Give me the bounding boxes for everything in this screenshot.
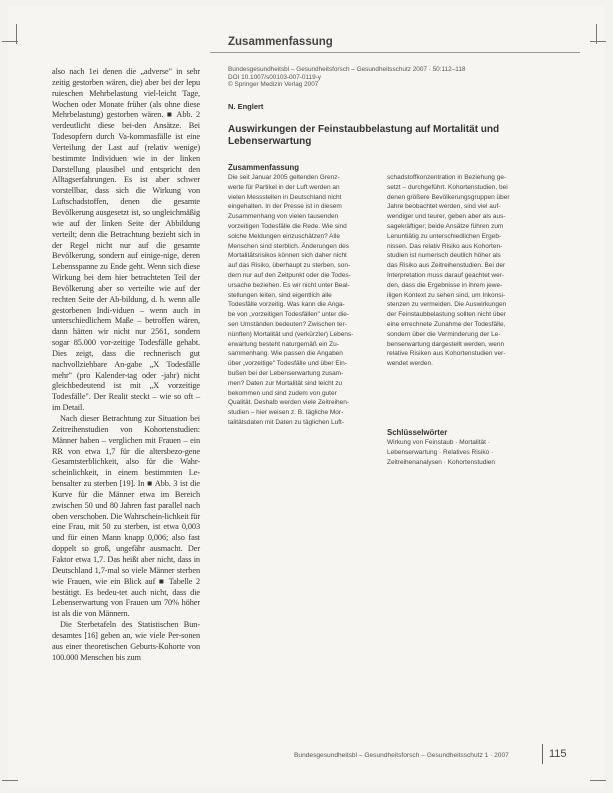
text-line: Lenuntiätig zu unterschiedlichen Ergeb- <box>387 232 502 240</box>
footer-separator <box>542 744 543 764</box>
text-line: Zeitreihenanalysen · Kohortenstudien <box>387 458 496 466</box>
author-name: N. Englert <box>228 102 264 111</box>
text-line: vielen Messstellen in Deutschland nicht <box>228 193 342 201</box>
text-line: Mortalitätsrisikos können sich daher nicht <box>228 252 347 260</box>
text-line: wendiger und teurer, geben aber als aus- <box>387 213 506 221</box>
section-title: Zusammenfassung <box>228 36 333 48</box>
text-line: studien – hier weisen z. B. tägliche Mor- <box>228 409 344 417</box>
text-line: solche Meldungen einzuschätzen? Alle <box>228 232 341 240</box>
left-column-body <box>52 67 200 663</box>
keywords-heading: Schlüsselwörter <box>387 428 448 437</box>
text-line: Menschen sind sterblich. Änderungen des <box>228 242 350 250</box>
abstract-column-2 <box>387 173 537 369</box>
text-line: eine errechnete Zunahme der Todesfälle, <box>387 320 506 328</box>
meta-line: DOI 10.1007/s00103-007-0119-y <box>228 73 321 81</box>
meta-line: Bundesgesundheitsbl – Gesundheitsforsch – Gesundheitsschutz 2007 · 50:112–118 <box>228 66 466 73</box>
text-line: stenzen zu vermeiden. Die Auswirkungen <box>387 301 507 309</box>
footer-journal-line: Bundesgesundheitsbl – Gesundheitsforsch – Gesundheitsschutz 1 · 2007 <box>294 752 509 759</box>
text-line: Zusammenhang von vielen tausenden <box>228 213 339 221</box>
citation-meta <box>228 66 548 89</box>
text-line: studien ist numerisch deutlich höher als <box>387 252 501 260</box>
text-line: den, dass die Ergebnisse in ihrem jewe- <box>387 281 503 289</box>
abstract-column-1 <box>228 173 378 428</box>
text-line: dern nur auf den Zeitpunkt oder die Todes- <box>228 271 351 279</box>
header-rule <box>210 52 580 53</box>
text-line: benserwartung dargestellt werden, wenn <box>387 340 505 348</box>
text-line: schadstoffkonzentration in Beziehung ge- <box>387 174 507 181</box>
body-paragraph: also nach 1ei denen die „adverse" in sehr zeitig gestorben wären, die) aber bei der lepu ruieschen Mehrbelastung viel-leicht Tage, Wochen oder Monate früher (als ohne diese Mehrbelastung) gestorben wären. ■ Abb. 2 verdeutlicht diese bei-den Ansätze. Bei Todesopfern durch Va-kommasfälle ist eine Verteilung der Last auf (relativ wenige) bestimmte Individuen wie in der linken Darstellung plausibel und entspricht den Alltagserfahrungen. Es ist aber schwer vorstellbar, dass sich die Wirkung von Luftschadstoffen, denen die gesamte Bevölkerung ausgesetzt ist, so ungleichmäßig wie auf der linken Seite der Abbildung verteilt; denn die Betrachtung bezieht sich in der Regel nicht nur auf die gesamte Bevölkerung, sondern auf einige-nige, deren Lebensspanne zu Ende geht. Wenn sich diese Wirkung bei dem hier betrachteten Teil der Bevölkerung aber so verteilte wie auf der rechten Seite der Ab-bildung, d. h. wenn alle gestorbenen Indi-viduen – wenn auch in unterschiedlichem Maße – betroffen wären, dann hätten wir nicht nur 2561, sondern sogar 85.000 vor-zeitige Todesfälle gehabt. Dies zeigt, dass die rechnerisch gut nachvollziehbare An-gabe „X Todesfälle mehr" (pro Kalender-tag oder -jahr) nicht gleichbedeutend ist mit „X vorzeitige Todesfälle". Der Realit steckt – wie so oft – im Detail. <box>52 67 200 413</box>
text-line: bußen bei der Lebenserwartung zusam- <box>228 369 344 377</box>
article-title: Auswirkungen der Feinstaubbelastung auf Mortalität und Lebenserwartung <box>228 124 500 147</box>
text-line: Jahre beobachtet werden, sind viel auf- <box>387 203 501 211</box>
crop-mark-top-right <box>590 41 606 42</box>
text-line: Lebenserwartung · Relatives Risiko · <box>387 448 494 456</box>
text-line: Wirkung von Feinstaub · Mortalität · <box>387 439 490 446</box>
crop-mark-top-right-v <box>596 24 597 44</box>
text-line: nünften) Mortalität und (verkürzter) Lebens- <box>228 330 354 338</box>
text-line: eingehalten. In der Presse ist in diesem <box>228 203 342 211</box>
body-paragraph: Die Sterbetafeln des Statistischen Bun-desamtes [16] geben an, wie viele Per-sonen aus einer theoretischen Geburts-Kohorte von 100.000 Menschen bis zum <box>52 620 200 662</box>
text-line: sondern über die Verminderung der Le- <box>387 330 501 338</box>
text-line: setzt – durchgeführt. Kohortenstudien, bei <box>387 183 508 191</box>
text-line: wendet werden. <box>387 360 433 368</box>
keywords-list <box>387 438 547 467</box>
text-line: talitätsdaten mit Daten zu täglichen Luft- <box>228 418 344 426</box>
text-line: nissen. Das relativ Risiko aus Kohorten- <box>387 242 503 250</box>
text-line: der Feinstaubbelastung sollten nicht über <box>387 311 506 319</box>
text-line: werte für Partikel in der Luft werden an <box>228 183 340 191</box>
text-line: Interpretation muss darauf geachtet wer- <box>387 271 505 279</box>
text-line: über „vorzeitige" Todesfälle und über Ein- <box>228 360 347 368</box>
text-line: be von „vorzeitigen Todesfällen" unter die- <box>228 311 350 319</box>
text-line: iligen Kontext zu sehen sind, um Inkonsi- <box>387 291 506 299</box>
text-line: stellungen leiten, sind eigentlich alle <box>228 291 332 299</box>
text-line: Die seit Januar 2005 geltenden Grenz- <box>228 174 340 181</box>
meta-line: © Springer Medizin Verlag 2007 <box>228 81 319 89</box>
crop-mark-bottom-left <box>2 780 18 781</box>
text-line: bekommen und sind zudem von guter <box>228 389 337 397</box>
text-line: ursache beziehen. Es wir nicht unter Beal- <box>228 281 350 289</box>
text-line: men? Daten zur Mortalität sind leicht zu <box>228 379 343 387</box>
crop-mark-bottom-right <box>590 780 606 781</box>
body-paragraph: Nach dieser Betrachtung zur Situation bei Zeitreihenstudien von Kohortenstudien: Männer haben – verglichen mit Frauen – ein RR von etwa 1,7 für die altersbezo-gene Gesamtsterblichkeit, also für die Wahr-scheinlichkeit, in einem bestimmten Le-bensalter zu sterben [19]. In ■ Abb. 3 ist die Kurve für die Männer etwa im Bereich zwischen 50 und 80 Jahren fast parallel nach oben verschoben. Die Wahrschein-lichkeit für eine Frau, mit 50 zu sterben, ist etwa 0,003 und für einen Mann knapp 0,006; also fast doppelt so groß, ungefähr ausmacht. Der Faktor etwa 1,7. Das heißt aber nicht, dass in Deutschland 1,7-mal so viele Männer sterben wie Frauen, wie ein Blick auf ■ Tabelle 2 bestätigt. Es bedeu-tet auch nicht, dass die Lebenserwartung von Frauen um 70% höher ist als die von Männern. <box>52 414 200 619</box>
text-line: sammenhang. Wie passen die Angaben <box>228 350 343 358</box>
text-line: das Risiko aus Zeitreihenstudien. Bei der <box>387 262 506 270</box>
text-line: vorzeitigen Todesfälle die Rede. Wie sind <box>228 222 347 230</box>
text-line: Todesfälle vorzeitig. Was kann die Anga- <box>228 301 345 309</box>
abstract-heading: Zusammenfassung <box>228 163 300 172</box>
text-line: Qualität. Deshalb werden viele Zeitreihen- <box>228 399 350 407</box>
text-line: erwartung besteht naturgemäß ein Zu- <box>228 340 339 348</box>
text-line: relative Risiken aus Kohortenstudien ver- <box>387 350 506 358</box>
text-line: denen größere Bevölkerungsgruppen über <box>387 193 510 201</box>
page-number: 115 <box>549 748 567 760</box>
text-line: sagekräftiger; beide Ansätze führen zum <box>387 222 504 230</box>
crop-mark-top-left-v <box>16 24 17 44</box>
text-line: sen Umständen bedeuten? Zwischen ter- <box>228 320 347 328</box>
text-line: auf das Risiko, überhaupt zu sterben, son- <box>228 262 351 270</box>
